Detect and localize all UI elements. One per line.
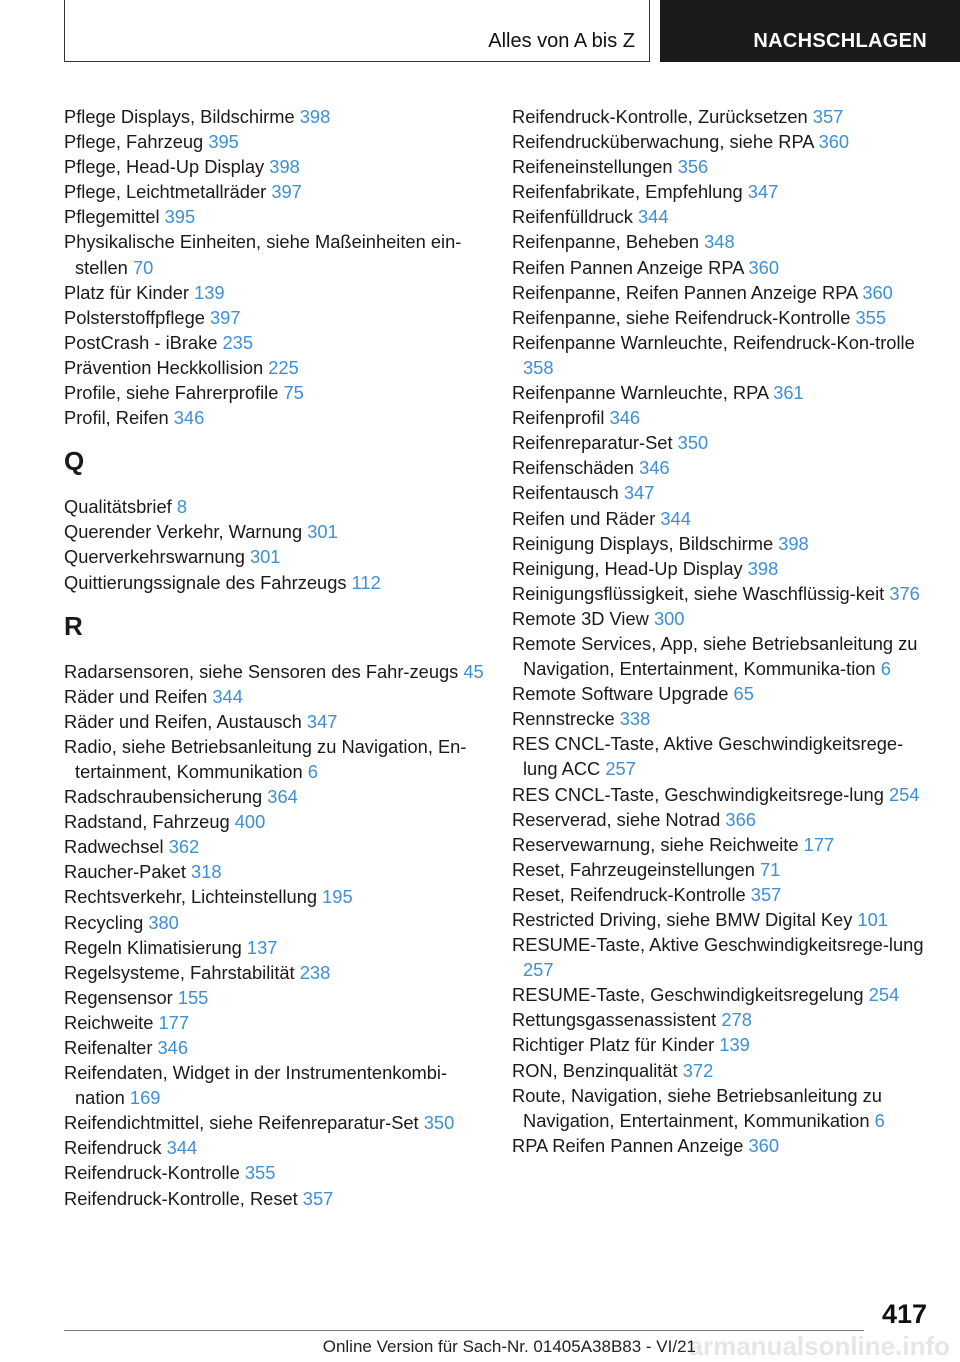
- index-entry-term: Reservewarnung, siehe Reichweite: [512, 833, 799, 855]
- index-entry: [512, 681, 932, 706]
- index-entry-term: Reifendruck-Kontrolle: [64, 1162, 240, 1184]
- index-entry: [64, 935, 484, 960]
- index-entry-term: Pflegemittel: [64, 206, 160, 228]
- index-entry-page-link[interactable]: 364: [267, 786, 298, 808]
- index-entry-page-link[interactable]: 235: [222, 331, 254, 353]
- index-entry-page-link[interactable]: 366: [725, 808, 756, 830]
- index-entry-term: Platz für Kinder: [64, 281, 189, 303]
- index-entry-term: Reifenalter: [64, 1037, 153, 1058]
- index-entry: [64, 809, 484, 834]
- index-entry-term: Rechtsverkehr, Lichteinstellung: [64, 886, 318, 908]
- index-entry-page-link[interactable]: 139: [719, 1034, 750, 1056]
- index-entry-page-link[interactable]: 301: [307, 521, 338, 543]
- index-entry-page-link[interactable]: 301: [249, 546, 281, 568]
- index-entry-term: Reinigungsflüssigkeit, siehe Waschflüssig-keit: [512, 582, 885, 604]
- index-entry: [64, 910, 484, 935]
- index-entry-page-link[interactable]: 6: [307, 760, 318, 782]
- index-entry-page-link[interactable]: 347: [747, 181, 779, 203]
- index-entry-page-link[interactable]: 177: [803, 833, 835, 855]
- index-entry: [512, 882, 932, 907]
- index-entry: [512, 430, 932, 455]
- index-entry: [512, 706, 932, 731]
- index-entry: [512, 832, 932, 857]
- index-entry-term: RPA Reifen Pannen Anzeige: [512, 1134, 744, 1156]
- header-section-box: [64, 0, 650, 62]
- index-entry-term: Räder und Reifen, Austausch: [64, 710, 302, 732]
- index-entry-page-link[interactable]: 380: [148, 911, 179, 933]
- index-entry-page-link[interactable]: 376: [889, 582, 920, 604]
- index-entry: [64, 709, 484, 734]
- index-entry-term: Raucher-Paket: [64, 861, 186, 883]
- index-entry-term: Reifenfülldruck: [512, 206, 633, 228]
- index-entry-term: Prävention Heckkollision: [64, 356, 264, 378]
- page-number: 417: [881, 1299, 927, 1329]
- index-entry-term: Recycling: [64, 911, 144, 933]
- index-entry-term: Physikalische Einheiten, siehe Maßeinheiten ein-stellen: [64, 231, 462, 278]
- index-entry-page-link[interactable]: 137: [246, 936, 278, 958]
- index-entry-term: Reichweite: [64, 1011, 154, 1033]
- online-version-note: Online Version für Sach-Nr. 01405A38B83 - VI/21: [322, 1337, 696, 1356]
- index-entry-term: Regensensor: [64, 986, 173, 1008]
- index-entry-page-link[interactable]: 344: [638, 206, 669, 228]
- index-entry-page-link[interactable]: 75: [283, 382, 304, 404]
- index-entry-page-link[interactable]: 361: [773, 382, 804, 404]
- index-column-right: [512, 104, 932, 1158]
- index-entry: [64, 985, 484, 1010]
- index-entry: [64, 1010, 484, 1035]
- index-entry-term: Radwechsel: [64, 836, 164, 858]
- index-entry: [64, 859, 484, 884]
- index-entry-term: Reifendruck-Kontrolle, Reset: [64, 1187, 298, 1209]
- index-entry: [64, 380, 484, 405]
- index-entry: [64, 784, 484, 809]
- index-entry-page-link[interactable]: 70: [132, 256, 154, 278]
- index-entry-term: Querender Verkehr, Warnung: [64, 521, 303, 543]
- index-entry-term: Reinigung, Head-Up Display: [512, 557, 743, 579]
- index-entry: [512, 581, 932, 606]
- index-entry-term: Remote Services, App, siehe Betriebsanleitung zu Navigation, Entertainment, Kommunika-tion: [512, 632, 918, 680]
- index-entry: [512, 807, 932, 832]
- index-entry: [64, 884, 484, 909]
- index-entry: [64, 355, 484, 380]
- index-entry-page-link[interactable]: 278: [721, 1009, 752, 1031]
- index-column-left: [64, 104, 484, 1211]
- index-entry-page-link[interactable]: 65: [733, 683, 754, 705]
- index-entry-term: Reset, Reifendruck-Kontrolle: [512, 883, 746, 905]
- index-entry: [512, 280, 932, 305]
- index-entry-page-link[interactable]: 346: [609, 407, 641, 429]
- index-entry-page-link[interactable]: 348: [704, 231, 735, 253]
- index-entry: [64, 1186, 484, 1211]
- index-entry: [512, 631, 932, 681]
- index-entry-term: RES CNCL-Taste, Geschwindigkeitsrege-lung: [512, 783, 884, 805]
- index-entry-page-link[interactable]: 344: [166, 1137, 198, 1159]
- index-entry-page-link[interactable]: 397: [210, 306, 241, 328]
- index-entry-page-link[interactable]: 360: [818, 131, 850, 153]
- index-entry-term: Querverkehrswarnung: [64, 546, 245, 568]
- index-entry: [64, 960, 484, 985]
- index-entry-page-link[interactable]: 398: [747, 557, 779, 579]
- index-entry-term: Räder und Reifen: [64, 685, 208, 707]
- index-entry: [64, 179, 484, 204]
- index-entry-term: Reifenprofil: [512, 407, 605, 429]
- index-entry: [512, 506, 932, 531]
- index-letter-heading: R: [64, 610, 83, 641]
- index-entry-term: RESUME-Taste, Geschwindigkeitsregelung: [512, 984, 864, 1006]
- index-entry-page-link[interactable]: 350: [423, 1112, 455, 1134]
- index-entry: [512, 857, 932, 882]
- index-entry: [64, 1160, 484, 1185]
- index-entry-page-link[interactable]: 358: [523, 356, 554, 378]
- index-entry-page-link[interactable]: 195: [322, 886, 353, 908]
- index-entry-page-link[interactable]: 398: [299, 106, 331, 127]
- index-entry-term: Reinigung Displays, Bildschirme: [512, 532, 774, 554]
- index-entry-page-link[interactable]: 112: [351, 571, 381, 593]
- index-entry-page-link[interactable]: 362: [168, 836, 200, 858]
- index-entry: [512, 204, 932, 229]
- index-entry-term: Reifendruck: [64, 1137, 162, 1159]
- index-entry-term: Reifen Pannen Anzeige RPA: [512, 256, 744, 278]
- index-entry: [512, 330, 932, 380]
- index-entry-term: Restricted Driving, siehe BMW Digital Key: [512, 909, 853, 930]
- index-entry-page-link[interactable]: 398: [778, 532, 809, 554]
- index-entry: [512, 731, 932, 781]
- index-entry: [512, 380, 932, 405]
- index-entry-page-link[interactable]: 8: [176, 496, 187, 518]
- header-chapter-tab: NACHSCHLAGEN: [660, 0, 960, 62]
- index-entry: [64, 229, 484, 279]
- index-entry: [512, 1032, 932, 1057]
- index-entry: [64, 544, 484, 569]
- index-entry-page-link[interactable]: 356: [677, 156, 709, 178]
- index-entry: [512, 932, 932, 982]
- index-entry-term: Reifendruck-Kontrolle, Zurücksetzen: [512, 106, 808, 127]
- index-entry-term: Reifendrucküberwachung, siehe RPA: [512, 131, 814, 153]
- index-entry: [512, 782, 932, 807]
- index-entry-page-link[interactable]: 372: [682, 1059, 714, 1081]
- index-entry-term: RES CNCL-Taste, Aktive Geschwindigkeitsrege-lung ACC: [512, 733, 904, 780]
- index-entry-page-link[interactable]: 71: [759, 858, 781, 880]
- index-entry-term: Pflege, Leichtmetallräder: [64, 181, 267, 203]
- index-entry: [64, 834, 484, 859]
- index-entry-term: Reifenreparatur-Set: [512, 432, 673, 454]
- index-entry: [512, 1007, 932, 1032]
- index-entry-term: RESUME-Taste, Aktive Geschwindigkeitsrege-lung: [512, 934, 924, 956]
- index-entry-page-link[interactable]: 254: [888, 783, 920, 805]
- index-entry-page-link[interactable]: 225: [268, 356, 299, 378]
- index-entry: [512, 480, 932, 505]
- index-entry-page-link[interactable]: 6: [874, 1109, 885, 1131]
- index-entry: [512, 556, 932, 581]
- index-entry-page-link[interactable]: 360: [748, 256, 779, 278]
- index-entry-page-link[interactable]: 346: [157, 1037, 189, 1058]
- index-entry: [64, 204, 484, 229]
- index-entry-page-link[interactable]: 300: [653, 607, 685, 629]
- index-entry: [512, 129, 932, 154]
- index-entry: [512, 455, 932, 480]
- index-entry-page-link[interactable]: 357: [750, 883, 782, 905]
- index-entry: [64, 1060, 484, 1110]
- index-entry-page-link[interactable]: 338: [619, 708, 651, 730]
- index-entry-term: Radstand, Fahrzeug: [64, 811, 230, 833]
- watermark: armanualsonline.info: [688, 1331, 950, 1361]
- index-entry-term: Radschraubensicherung: [64, 786, 263, 808]
- index-entry-page-link[interactable]: 101: [857, 909, 888, 930]
- index-entry: [64, 1110, 484, 1135]
- index-entry-term: Pflege, Head-Up Display: [64, 156, 265, 178]
- index-entry-page-link[interactable]: 344: [212, 685, 243, 707]
- index-entry: [64, 684, 484, 709]
- index-entry: [64, 154, 484, 179]
- index-entry-term: Reifendaten, Widget in der Instrumentenkombi-nation: [64, 1062, 448, 1109]
- index-entry-term: Reifeneinstellungen: [512, 156, 673, 178]
- index-entry-term: Reifen und Räder: [512, 507, 656, 529]
- index-entry-page-link[interactable]: 350: [677, 432, 709, 454]
- header-section-title: Alles von A bis Z: [488, 30, 635, 52]
- index-entry-page-link[interactable]: 155: [177, 986, 209, 1008]
- index-entry-term: Richtiger Platz für Kinder: [512, 1034, 715, 1056]
- index-entry-page-link[interactable]: 344: [660, 507, 691, 529]
- index-entry-page-link[interactable]: 398: [269, 156, 300, 178]
- index-entry-term: Polsterstoffpflege: [64, 306, 205, 328]
- index-entry-page-link[interactable]: 346: [639, 457, 670, 479]
- index-entry-page-link[interactable]: 355: [244, 1162, 276, 1184]
- index-entry-page-link[interactable]: 397: [271, 181, 302, 203]
- index-entry-term: Rennstrecke: [512, 708, 615, 730]
- index-entry: [64, 1135, 484, 1160]
- index-entry-term: Rettungsgassenassistent: [512, 1009, 717, 1031]
- index-entry-term: Reset, Fahrzeugeinstellungen: [512, 858, 755, 880]
- index-entry-page-link[interactable]: 357: [302, 1187, 334, 1209]
- index-entry: [64, 494, 484, 519]
- index-entry: [512, 1083, 932, 1133]
- index-entry-page-link[interactable]: 347: [623, 482, 655, 504]
- index-entry-page-link[interactable]: 139: [194, 281, 225, 303]
- index-entry-term: Reifenpanne, Beheben: [512, 231, 700, 253]
- index-entry-term: Radarsensoren, siehe Sensoren des Fahr-zeugs: [64, 660, 459, 682]
- index-entry-term: Regeln Klimatisierung: [64, 936, 242, 958]
- index-entry-term: Qualitätsbrief: [64, 496, 172, 518]
- index-entry-term: Remote Software Upgrade: [512, 683, 729, 705]
- index-entry: [512, 1133, 932, 1158]
- index-entry: [512, 154, 932, 179]
- index-entry-term: Reifenfabrikate, Empfehlung: [512, 181, 743, 203]
- index-entry-term: Remote 3D View: [512, 607, 649, 629]
- index-entry: [512, 104, 932, 129]
- index-entry-page-link[interactable]: 395: [208, 131, 239, 153]
- index-entry-term: Reifentausch: [512, 482, 619, 504]
- index-entry: [64, 405, 484, 430]
- index-entry: [512, 606, 932, 631]
- index-entry-term: Reifenpanne, Reifen Pannen Anzeige RPA: [512, 281, 858, 303]
- index-entry: [64, 734, 484, 784]
- index-entry: [512, 229, 932, 254]
- index-entry: [512, 255, 932, 280]
- index-entry-page-link[interactable]: 6: [880, 658, 891, 680]
- index-entry-term: Regelsysteme, Fahrstabilität: [64, 961, 295, 983]
- index-entry: [512, 982, 932, 1007]
- index-entry-term: Reifenpanne Warnleuchte, Reifendruck-Kon-trolle: [512, 331, 915, 353]
- index-entry-term: Reifenschäden: [512, 457, 634, 479]
- index-entry-term: Route, Navigation, siehe Betriebsanleitung zu Navigation, Entertainment, Kommunikation: [512, 1084, 882, 1131]
- index-entry-term: Reifenpanne, siehe Reifendruck-Kontrolle: [512, 306, 851, 328]
- index-entry-term: Quittierungssignale des Fahrzeugs: [64, 571, 347, 593]
- index-entry-term: RON, Benzinqualität: [512, 1059, 678, 1081]
- index-entry-page-link[interactable]: 360: [862, 281, 893, 303]
- index-entry: [512, 305, 932, 330]
- index-letter-heading: Q: [64, 446, 85, 477]
- index-entry-page-link[interactable]: 177: [158, 1011, 190, 1033]
- index-entry-page-link[interactable]: 346: [173, 407, 205, 429]
- index-entry: [64, 659, 484, 684]
- index-entry: [64, 570, 484, 595]
- index-entry-page-link[interactable]: 169: [129, 1087, 161, 1109]
- index-entry: [64, 280, 484, 305]
- index-entry-page-link[interactable]: 355: [855, 306, 887, 328]
- index-entry-page-link[interactable]: 395: [164, 206, 196, 228]
- index-entry-page-link[interactable]: 400: [234, 811, 266, 833]
- index-entry-term: Profil, Reifen: [64, 407, 169, 429]
- index-entry-term: Pflege Displays, Bildschirme: [64, 106, 295, 127]
- index-entry-term: PostCrash - iBrake: [64, 331, 218, 353]
- index-entry-page-link[interactable]: 357: [812, 106, 844, 127]
- index-entry: [64, 305, 484, 330]
- index-entry-term: Pflege, Fahrzeug: [64, 131, 204, 153]
- index-entry: [64, 104, 484, 129]
- index-entry-term: Radio, siehe Betriebsanleitung zu Navigation, En-tertainment, Kommunikation: [64, 735, 467, 782]
- index-entry: [512, 179, 932, 204]
- index-entry-page-link[interactable]: 318: [191, 861, 222, 883]
- index-entry-page-link[interactable]: 257: [605, 758, 636, 780]
- index-entry-term: Profile, siehe Fahrerprofile: [64, 382, 279, 404]
- index-entry: [64, 330, 484, 355]
- index-entry-term: Reifendichtmittel, siehe Reifenreparatur-Set: [64, 1112, 419, 1134]
- index-entry: [512, 1058, 932, 1083]
- index-entry: [512, 531, 932, 556]
- index-entry: [64, 1035, 484, 1060]
- index-entry-page-link[interactable]: 45: [463, 660, 484, 682]
- index-entry: [64, 129, 484, 154]
- index-entry-page-link[interactable]: 238: [299, 961, 331, 983]
- index-entry-page-link[interactable]: 347: [306, 710, 338, 732]
- index-entry: [64, 519, 484, 544]
- index-entry-page-link[interactable]: 257: [523, 959, 554, 981]
- index-entry: [512, 405, 932, 430]
- index-entry: [512, 907, 932, 932]
- index-entry-term: Reifenpanne Warnleuchte, RPA: [512, 382, 769, 404]
- index-entry-page-link[interactable]: 360: [748, 1134, 779, 1156]
- index-entry-term: Reserverad, siehe Notrad: [512, 808, 721, 830]
- index-entry-page-link[interactable]: 254: [868, 984, 900, 1006]
